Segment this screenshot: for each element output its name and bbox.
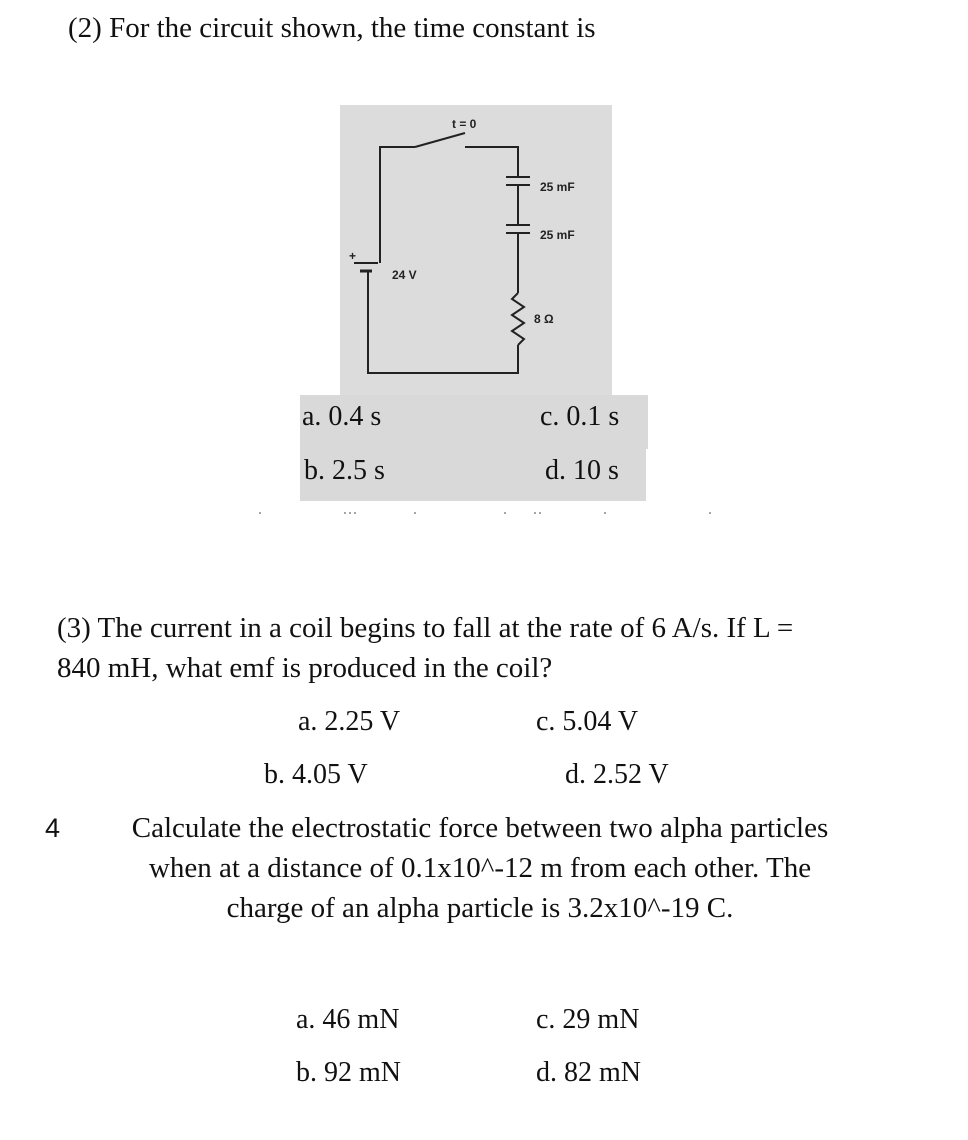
wire-top-left	[380, 147, 415, 245]
wire-top-right	[465, 147, 518, 177]
q3-option-c: c. 5.04 V	[536, 706, 639, 737]
battery-label: 24 V	[392, 268, 417, 282]
switch-icon	[415, 133, 465, 147]
circuit-diagram	[340, 105, 612, 395]
q4-number: 4	[45, 813, 61, 843]
svg-text:+: +	[349, 249, 357, 263]
q3-option-a: a. 2.25 V	[298, 706, 401, 737]
battery-icon	[349, 245, 380, 280]
capacitor-2-icon	[506, 225, 530, 233]
wire-bottom	[368, 280, 518, 373]
q4-option-a: a. 46 mN	[296, 1004, 400, 1035]
q3-question-line2: 840 mH, what emf is produced in the coil?	[57, 652, 553, 684]
q2-option-c: c. 0.1 s	[540, 401, 620, 432]
capacitor-1-label: 25 mF	[540, 180, 575, 194]
q3-option-d: d. 2.52 V	[565, 759, 669, 790]
q4-option-c: c. 29 mN	[536, 1004, 640, 1035]
q4-line2: when at a distance of 0.1x10^-12 m from each other. The	[148, 852, 812, 884]
q4-question	[45, 808, 915, 928]
q2-option-b: b. 2.5 s	[304, 455, 385, 486]
capacitor-1-icon	[506, 177, 530, 185]
resistor-icon	[512, 293, 524, 345]
capacitor-2-label: 25 mF	[540, 228, 575, 242]
q3-option-b: b. 4.05 V	[264, 759, 368, 790]
q2-option-d: d. 10 s	[545, 455, 619, 486]
circuit-schematic	[340, 105, 612, 395]
q4-option-d: d. 82 mN	[536, 1057, 641, 1088]
q4-option-b: b. 92 mN	[296, 1057, 401, 1088]
resistor-label: 8 Ω	[534, 312, 554, 326]
q4-line1: Calculate the electrostatic force between two alpha particles	[131, 812, 829, 844]
cut-text-remnant	[255, 510, 715, 516]
q2-question: (2) For the circuit shown, the time constant is	[68, 12, 596, 44]
q2-option-a: a. 0.4 s	[302, 401, 382, 432]
q4-line3: charge of an alpha particle is 3.2x10^-19 C.	[226, 892, 734, 924]
switch-label: t = 0	[452, 117, 477, 131]
q3-question-line1: (3) The current in a coil begins to fall at the rate of 6 A/s. If L =	[57, 612, 794, 644]
